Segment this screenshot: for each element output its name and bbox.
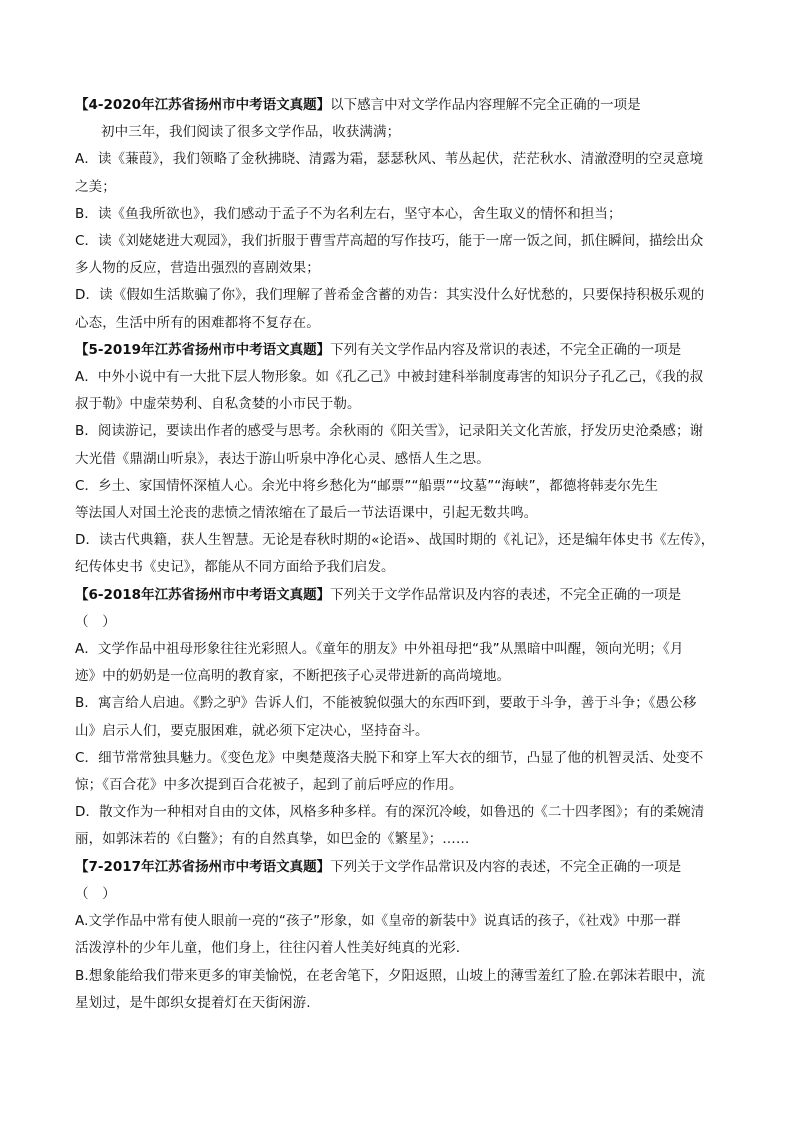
question-source: 【6-2018年江苏省扬州市中考语文真题】	[75, 586, 331, 603]
question-text-line: A．中外小说中有一大批下层人物形象。如《孔乙己》中被封建科举制度毒害的知识分子孔乙己，《我的叔	[75, 369, 704, 386]
question-text-line: A．读《蒹葭》，我们领略了金秋拂晓、清露为霜，瑟瑟秋风、苇丛起伏，茫茫秋水、清澈澄明的空灵意境	[75, 151, 704, 168]
question-text-line: （ ）	[75, 613, 116, 630]
question-text-line: 惊；《百合花》中多次提到百合花被子，起到了前后呼应的作用。	[75, 777, 463, 794]
question-text-line: （ ）	[75, 885, 116, 902]
question-text-line: 山》启示人们，要克服困难，就必须下定决心，坚持奋斗。	[75, 722, 429, 739]
question-heading	[75, 854, 745, 881]
question-text-line: 纪传体史书《史记》，都能从不同方面给予我们启发。	[75, 559, 395, 576]
question-text-line: B．寓言给人启迪。《黔之驴》告诉人们，不能被貌似强大的东西吓到，要敢于斗争，善于斗争；《愚公移	[75, 695, 697, 712]
question-text-line: C．乡土、家国情怀深植人心。余光中将乡愁化为“邮票”“船票”“坟墓”“海峡”，都德将韩麦尔先生	[75, 477, 659, 494]
question-text-line: B.想象能给我们带来更多的审美愉悦，在老舍笔下，夕阳返照，山坡上的薄雪羞红了脸.在郭沫若眼中，流	[75, 967, 706, 984]
question-text-line: 叔于勒》中虚荣势利、自私贪婪的小市民于勒。	[75, 396, 361, 413]
question-block	[75, 92, 745, 337]
question-stem: 以下感言中对文学作品内容理解不完全正确的一项是	[330, 97, 641, 113]
question-block	[75, 582, 745, 854]
question-text-line: C．细节常常独具魅力。《变色龙》中奥楚蔑洛夫脱下和穿上军大衣的细节，凸显了他的机智灵活、处变不	[75, 749, 704, 766]
question-text-line: D．读古代典籍，获人生智慧。无论是春秋时期的«论语»、战国时期的《礼记》，还是编年体史书《左传》，	[75, 532, 715, 549]
question-source: 【5-2019年江苏省扬州市中考语文真题】	[75, 341, 331, 358]
question-text-line: 初中三年，我们阅读了很多文学作品，收获满满；	[101, 124, 401, 141]
question-text-line: 大光借《鼎湖山听泉》，表达于游山听泉中净化心灵、感悟人生之思。	[75, 450, 490, 467]
question-text-line: C．读《刘姥姥进大观园》，我们折服于曹雪芹高超的写作技巧，能于一席一饭之间，抓住瞬间，描绘出众	[75, 233, 704, 250]
question-block	[75, 854, 745, 1017]
question-source: 【4-2020年江苏省扬州市中考语文真题】	[75, 97, 331, 113]
question-stem: 下列有关文学作品内容及常识的表述，不完全正确的一项是	[330, 341, 682, 358]
question-text-line: 多人物的反应，营造出强烈的喜剧效果；	[75, 260, 320, 277]
question-text-line: A．文学作品中祖母形象往往光彩照人。《童年的朋友》中外祖母把“我”从黑暗中叫醒，领向光明；《月	[75, 641, 684, 658]
question-text-line: 活泼淳朴的少年儿童，他们身上，往往闪着人性美好纯真的光彩.	[75, 940, 461, 957]
question-text-line: B．读《鱼我所欲也》，我们感动于孟子不为名利左右，坚守本心，舍生取义的情怀和担当；	[75, 205, 622, 222]
question-text-line: A.文学作品中常有使人眼前一亮的“孩子”形象，如《皇帝的新装中》说真话的孩子，《社戏》中那一群	[75, 913, 681, 930]
question-text-line: 之美；	[75, 178, 116, 195]
question-text-line: 丽，如郭沫若的《白鳖》；有的自然真挚，如巴金的《繁星》；……	[75, 831, 470, 848]
question-stem: 下列关于文学作品常识及内容的表述，不完全正确的一项是	[330, 858, 682, 875]
question-text-line: B．阅读游记，要读出作者的感受与思考。余秋雨的《阳关雪》，记录阳关文化苦旅，抒发历史沧桑感；谢	[75, 423, 704, 440]
question-block	[75, 337, 745, 582]
question-heading	[75, 92, 745, 119]
question-heading	[75, 582, 745, 609]
question-source: 【7-2017年江苏省扬州市中考语文真题】	[75, 858, 331, 875]
question-text-line: 星划过，是牛郎织女提着灯在天街闲游.	[75, 994, 311, 1011]
question-stem: 下列关于文学作品常识及内容的表述，不完全正确的一项是	[330, 586, 682, 603]
question-text-line: D．读《假如生活欺骗了你》，我们理解了普希金含蓄的劝告：其实没什么好忧愁的，只要保持积极乐观的	[75, 287, 705, 304]
question-list	[75, 92, 745, 1017]
question-heading	[75, 337, 745, 364]
question-text-line: 心态，生活中所有的困难都将不复存在。	[75, 314, 320, 331]
question-text-line: 迹》中的奶奶是一位高明的教育家，不断把孩子心灵带进新的高尚境地。	[75, 668, 511, 685]
question-text-line: 等法国人对国土沦丧的悲愤之情浓缩在了最后一节法语课中，引起无数共鸣。	[75, 505, 538, 522]
question-text-line: D．散文作为一种相对自由的文体，风格多种多样。有的深沉冷峻，如鲁迅的《二十四孝图》；有的柔婉清	[75, 804, 705, 821]
